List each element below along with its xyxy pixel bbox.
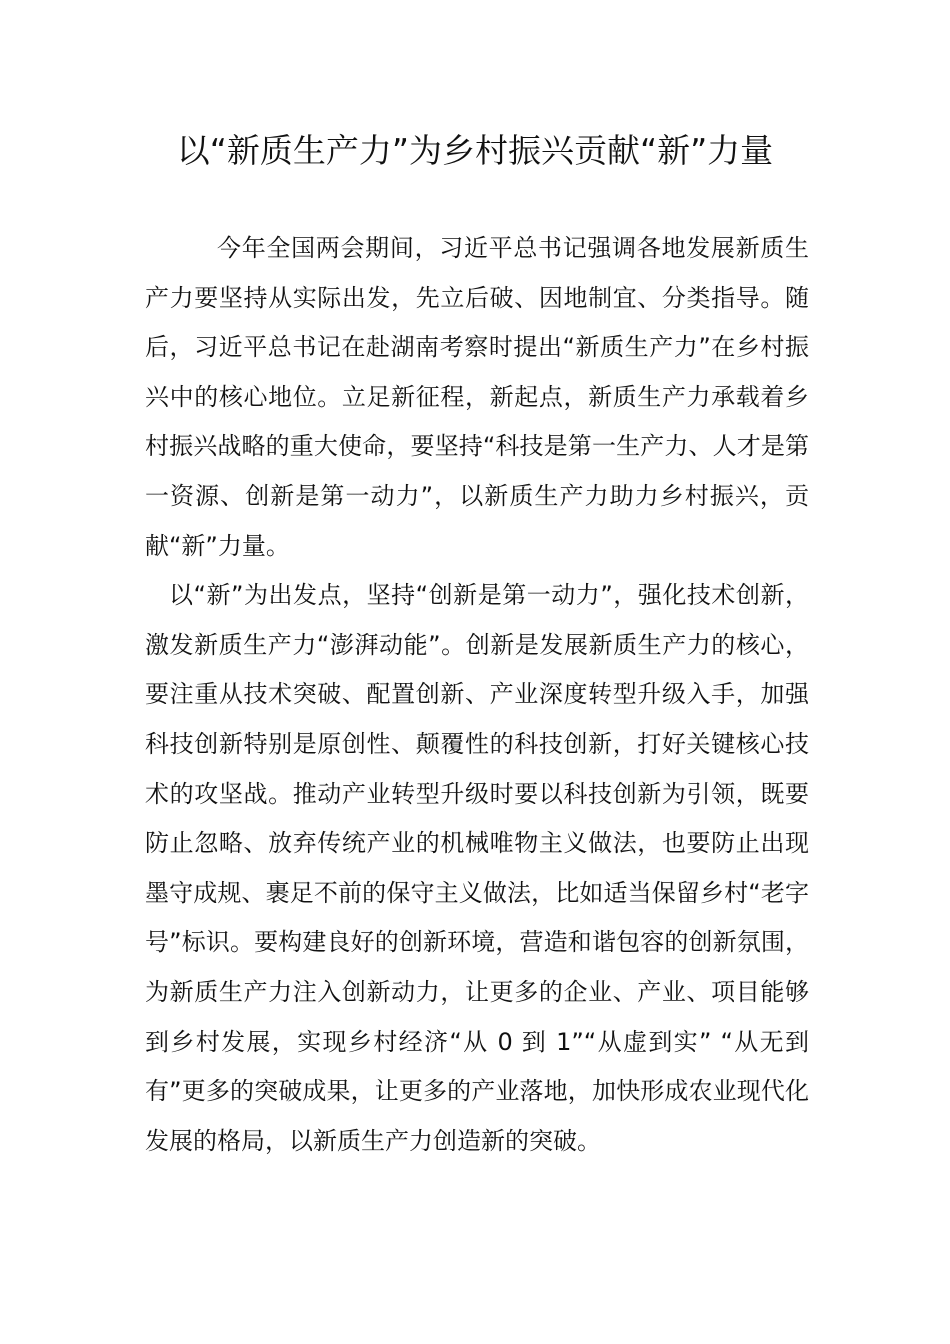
paragraph-innovation: 以“新”为出发点，坚持“创新是第一动力”，强化技术创新，激发新质生产力“澎湃动能”。创新是发展新质生产力的核心，要注重从技术突破、配置创新、产业深度转型升级入手，加强科技创新特别是原创性、颠覆性的科技创新，打好关键核心技术的攻坚战。推动产业转型升级时要以科技创新为引领，既要防止忽略、放弃传统产业的机械唯物主义做法，也要防止出现墨守成规、裹足不前的保守主义做法，比如适当保留乡村“老字号”标识。要构建良好的创新环境，营造和谐包容的创新氛围，为新质生产力注入创新动力，让更多的企业、产业、项目能够到乡村发展，实现乡村经济“从 0 到 1”“从虚到实” “从无到有”更多的突破成果，让更多的产业落地，加快形成农业现代化发展的格局，以新质生产力创造新的突破。 (145, 581, 809, 1155)
document-body (145, 224, 809, 1166)
paragraph-intro: 今年全国两会期间，习近平总书记强调各地发展新质生产力要坚持从实际出发，先立后破、因地制宜、分类指导。随后，习近平总书记在赴湖南考察时提出“新质生产力”在乡村振兴中的核心地位。立足新征程，新起点，新质生产力承载着乡村振兴战略的重大使命，要坚持“科技是第一生产力、人才是第一资源、创新是第一动力”，以新质生产力助力乡村振兴，贡献“新”力量。 (145, 234, 809, 560)
document-title: 以“新质生产力”为乡村振兴贡献“新”力量 (176, 131, 774, 170)
